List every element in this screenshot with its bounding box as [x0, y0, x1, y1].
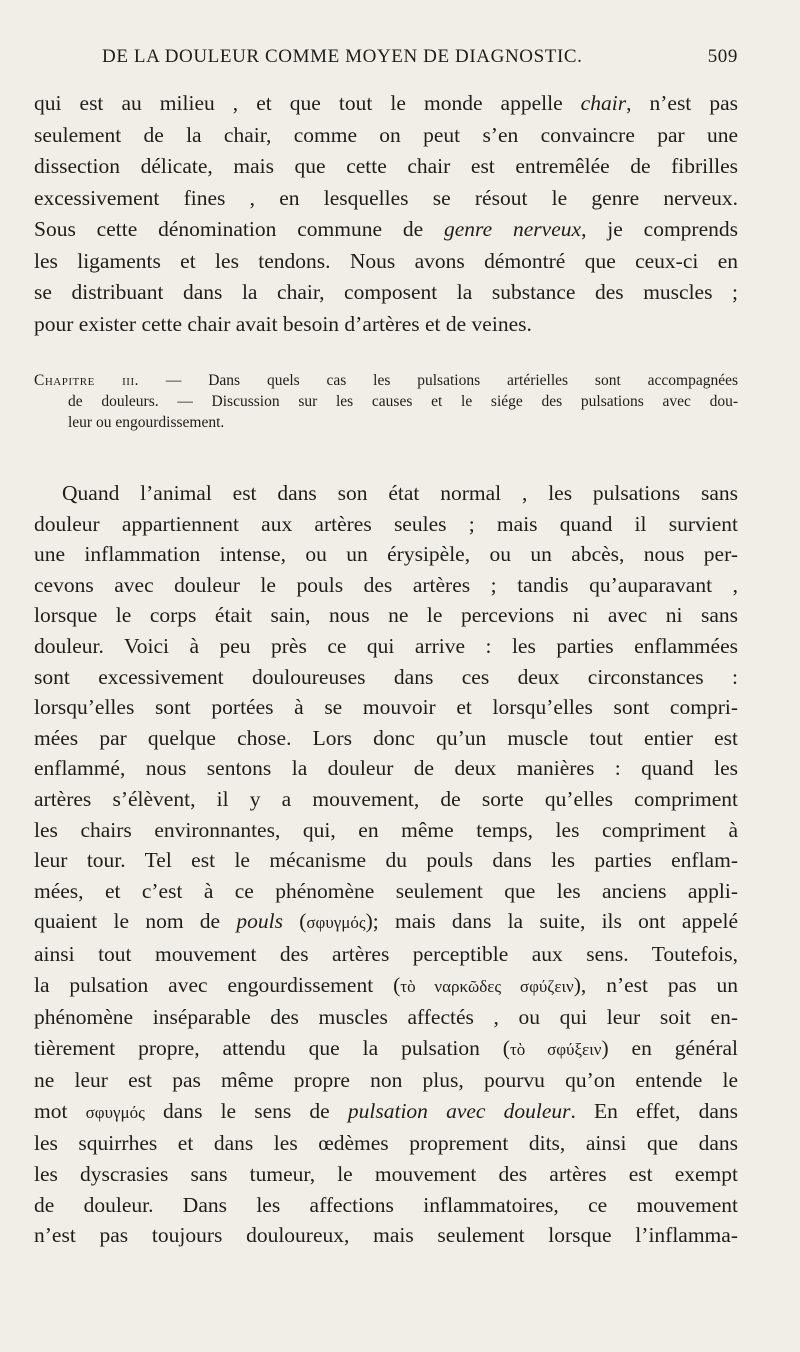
- paragraph-1: [34, 88, 738, 340]
- page-number: 509: [707, 46, 738, 67]
- text-line: pour exister cette chair avait besoin d’artères et de veines.: [34, 311, 532, 336]
- text-line: mées, et c’est à ce phénomène seulement que les anciens appli-: [34, 878, 738, 903]
- text-line: les squirrhes et dans les œdèmes proprement dits, ainsi que dans: [34, 1131, 738, 1156]
- running-title: DE LA DOULEUR COMME MOYEN DE DIAGNOSTIC.: [102, 46, 583, 67]
- text-line: qui est au milieu , et que tout le monde appelle chair, n’est pas: [34, 91, 738, 115]
- text-line: douleur appartiennent aux artères seules ; mais quand il survient: [34, 511, 738, 536]
- heading-line: de douleurs. — Discussion sur les causes et le siége des pulsations avec dou-: [68, 393, 738, 410]
- text-line: excessivement fines , en lesquelles se résout le genre nerveux.: [34, 185, 738, 210]
- text-line: lorsque le corps était sain, nous ne le percevions ni avec ni sans: [34, 603, 738, 628]
- heading-line: Chapitre iii. — Dans quels cas les pulsations artérielles sont accompagnées: [34, 372, 738, 389]
- text-line: mées par quelque chose. Lors donc qu’un muscle tout entier est: [34, 725, 738, 750]
- text-line: sont excessivement douloureuses dans ces deux circonstances :: [34, 664, 738, 689]
- text-line: dissection délicate, mais que cette chair est entremêlée de fibrilles: [34, 154, 738, 178]
- greek-term: τὸ ναρκῶδες σφύζειν: [400, 976, 574, 996]
- text-line: la pulsation avec engourdissement (τὸ ναρκῶδες σφύζειν), n’est pas un: [34, 972, 738, 997]
- text-line: tièrement propre, attendu que la pulsation (τὸ σφύξειν) en général: [34, 1035, 739, 1060]
- text-line: cevons avec douleur le pouls des artères ; tandis qu’auparavant ,: [34, 572, 738, 597]
- text-line: seulement de la chair, comme on peut s’en convaincre par une: [34, 122, 738, 147]
- text-line: se distribuant dans la chair, composent la substance des muscles ;: [34, 280, 738, 304]
- text-line: lorsqu’elles sont portées à se mouvoir et lorsqu’elles sont compri-: [34, 695, 738, 720]
- text-line: les chairs environnantes, qui, en même temps, les compriment à: [34, 817, 738, 842]
- running-head: [34, 46, 738, 72]
- text-line: n’est pas toujours douloureux, mais seulement lorsque l’inflamma-: [34, 1223, 738, 1248]
- text-line: ne leur est pas même propre non plus, pourvu qu’on entende le: [34, 1068, 738, 1093]
- text-line: les ligaments et les tendons. Nous avons démontré que ceux-ci en: [34, 248, 738, 273]
- text-line: Quand l’animal est dans son état normal , les pulsations sans: [62, 481, 738, 505]
- greek-term: τὸ σφύξειν: [509, 1039, 602, 1059]
- text-line: enflammé, nous sentons la douleur de deux manières : quand les: [34, 756, 738, 781]
- text-line: de douleur. Dans les affections inflammatoires, ce mouvement: [34, 1192, 738, 1217]
- text-line: douleur. Voici à peu près ce qui arrive : les parties enflammées: [34, 633, 738, 658]
- greek-term: σφυγμός: [306, 913, 366, 933]
- text-line: une inflammation intense, ou un érysipèle, ou un abcès, nous per-: [34, 542, 738, 567]
- text-line: ainsi tout mouvement des artères perceptible aux sens. Toutefois,: [34, 941, 738, 966]
- text-line: mot σφυγμός dans le sens de pulsation avec douleur. En effet, dans: [34, 1098, 738, 1123]
- chapter-label: Chapitre iii.: [34, 372, 140, 389]
- text-line: Sous cette dénomination commune de genre nerveux, je comprends: [34, 217, 739, 241]
- heading-line: leur ou engourdissement.: [68, 414, 225, 431]
- text-line: phénomène inséparable des muscles affectés , ou qui leur soit en-: [34, 1005, 738, 1030]
- greek-term: σφυγμός: [85, 1102, 145, 1122]
- chapter-heading: [34, 370, 738, 433]
- text-line: quaient le nom de pouls (σφυγμός); mais dans la suite, ils ont appelé: [34, 909, 738, 934]
- text-line: les dyscrasies sans tumeur, le mouvement des artères est exempt: [34, 1162, 738, 1187]
- text-line: artères s’élèvent, il y a mouvement, de sorte qu’elles compriment: [34, 786, 738, 811]
- text-line: leur tour. Tel est le mécanisme du pouls dans les parties enflam-: [34, 848, 738, 873]
- paragraph-2: [34, 478, 738, 1251]
